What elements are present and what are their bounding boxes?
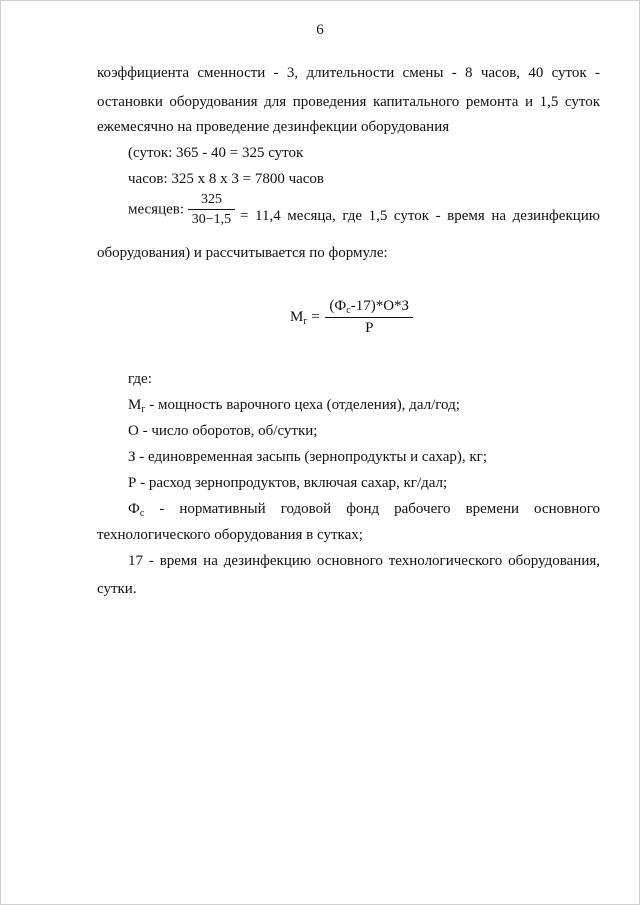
months-label: месяцев: — [128, 201, 185, 218]
def-fc-line2: технологического оборудования в сутках; — [97, 527, 363, 543]
para1-line2: остановки оборудования для проведения капитального ремонта и 1,5 суток — [97, 94, 600, 110]
def-mg: $М_г$ - мощность варочного цеха (отделения), дал/год; — [128, 397, 460, 415]
def-o: О - число оборотов, об/сутки; — [128, 423, 318, 439]
formula-denominator: Р — [365, 320, 374, 336]
page-number: 6 — [316, 22, 324, 38]
para1-line1: коэффициента сменности - 3, длительности смены - 8 часов, 40 суток - — [97, 65, 600, 81]
para1-line3: ежемесячно на проведение дезинфекции оборудования — [97, 119, 450, 135]
calc-continuation: оборудования) и рассчитывается по формуле: — [97, 245, 388, 261]
formula-fraction — [325, 298, 413, 337]
calc-days: (суток: 365 - 40 = 325 суток — [128, 145, 304, 161]
months-numerator: 325 — [188, 192, 235, 210]
calc-hours: часов: 325 х 8 х 3 = 7800 часов — [128, 171, 325, 187]
formula-lhs: $М_г$ = — [290, 309, 320, 327]
months-fraction — [188, 192, 235, 228]
defs-where: где: — [128, 371, 152, 387]
def-17-line2: сутки. — [97, 581, 137, 597]
months-denominator: 30−1,5 — [191, 212, 232, 227]
calc-months — [128, 192, 235, 228]
def-17-line1: 17 - время на дезинфекцию основного технологического оборудования, — [128, 553, 600, 569]
def-fc: $Ф_с$ - нормативный годовой фонд рабочего времени основного — [128, 501, 600, 519]
months-result: = 11,4 месяца, где 1,5 суток - время на дезинфекцию — [240, 208, 600, 224]
capacity-formula — [290, 298, 413, 337]
formula-numerator: $(Ф_с-17)*О*З$ — [325, 298, 413, 318]
def-p: Р - расход зернопродуктов, включая сахар, кг/дал; — [128, 475, 448, 491]
def-z: З - единовременная засыпь (зернопродукты и сахар), кг; — [128, 449, 487, 465]
